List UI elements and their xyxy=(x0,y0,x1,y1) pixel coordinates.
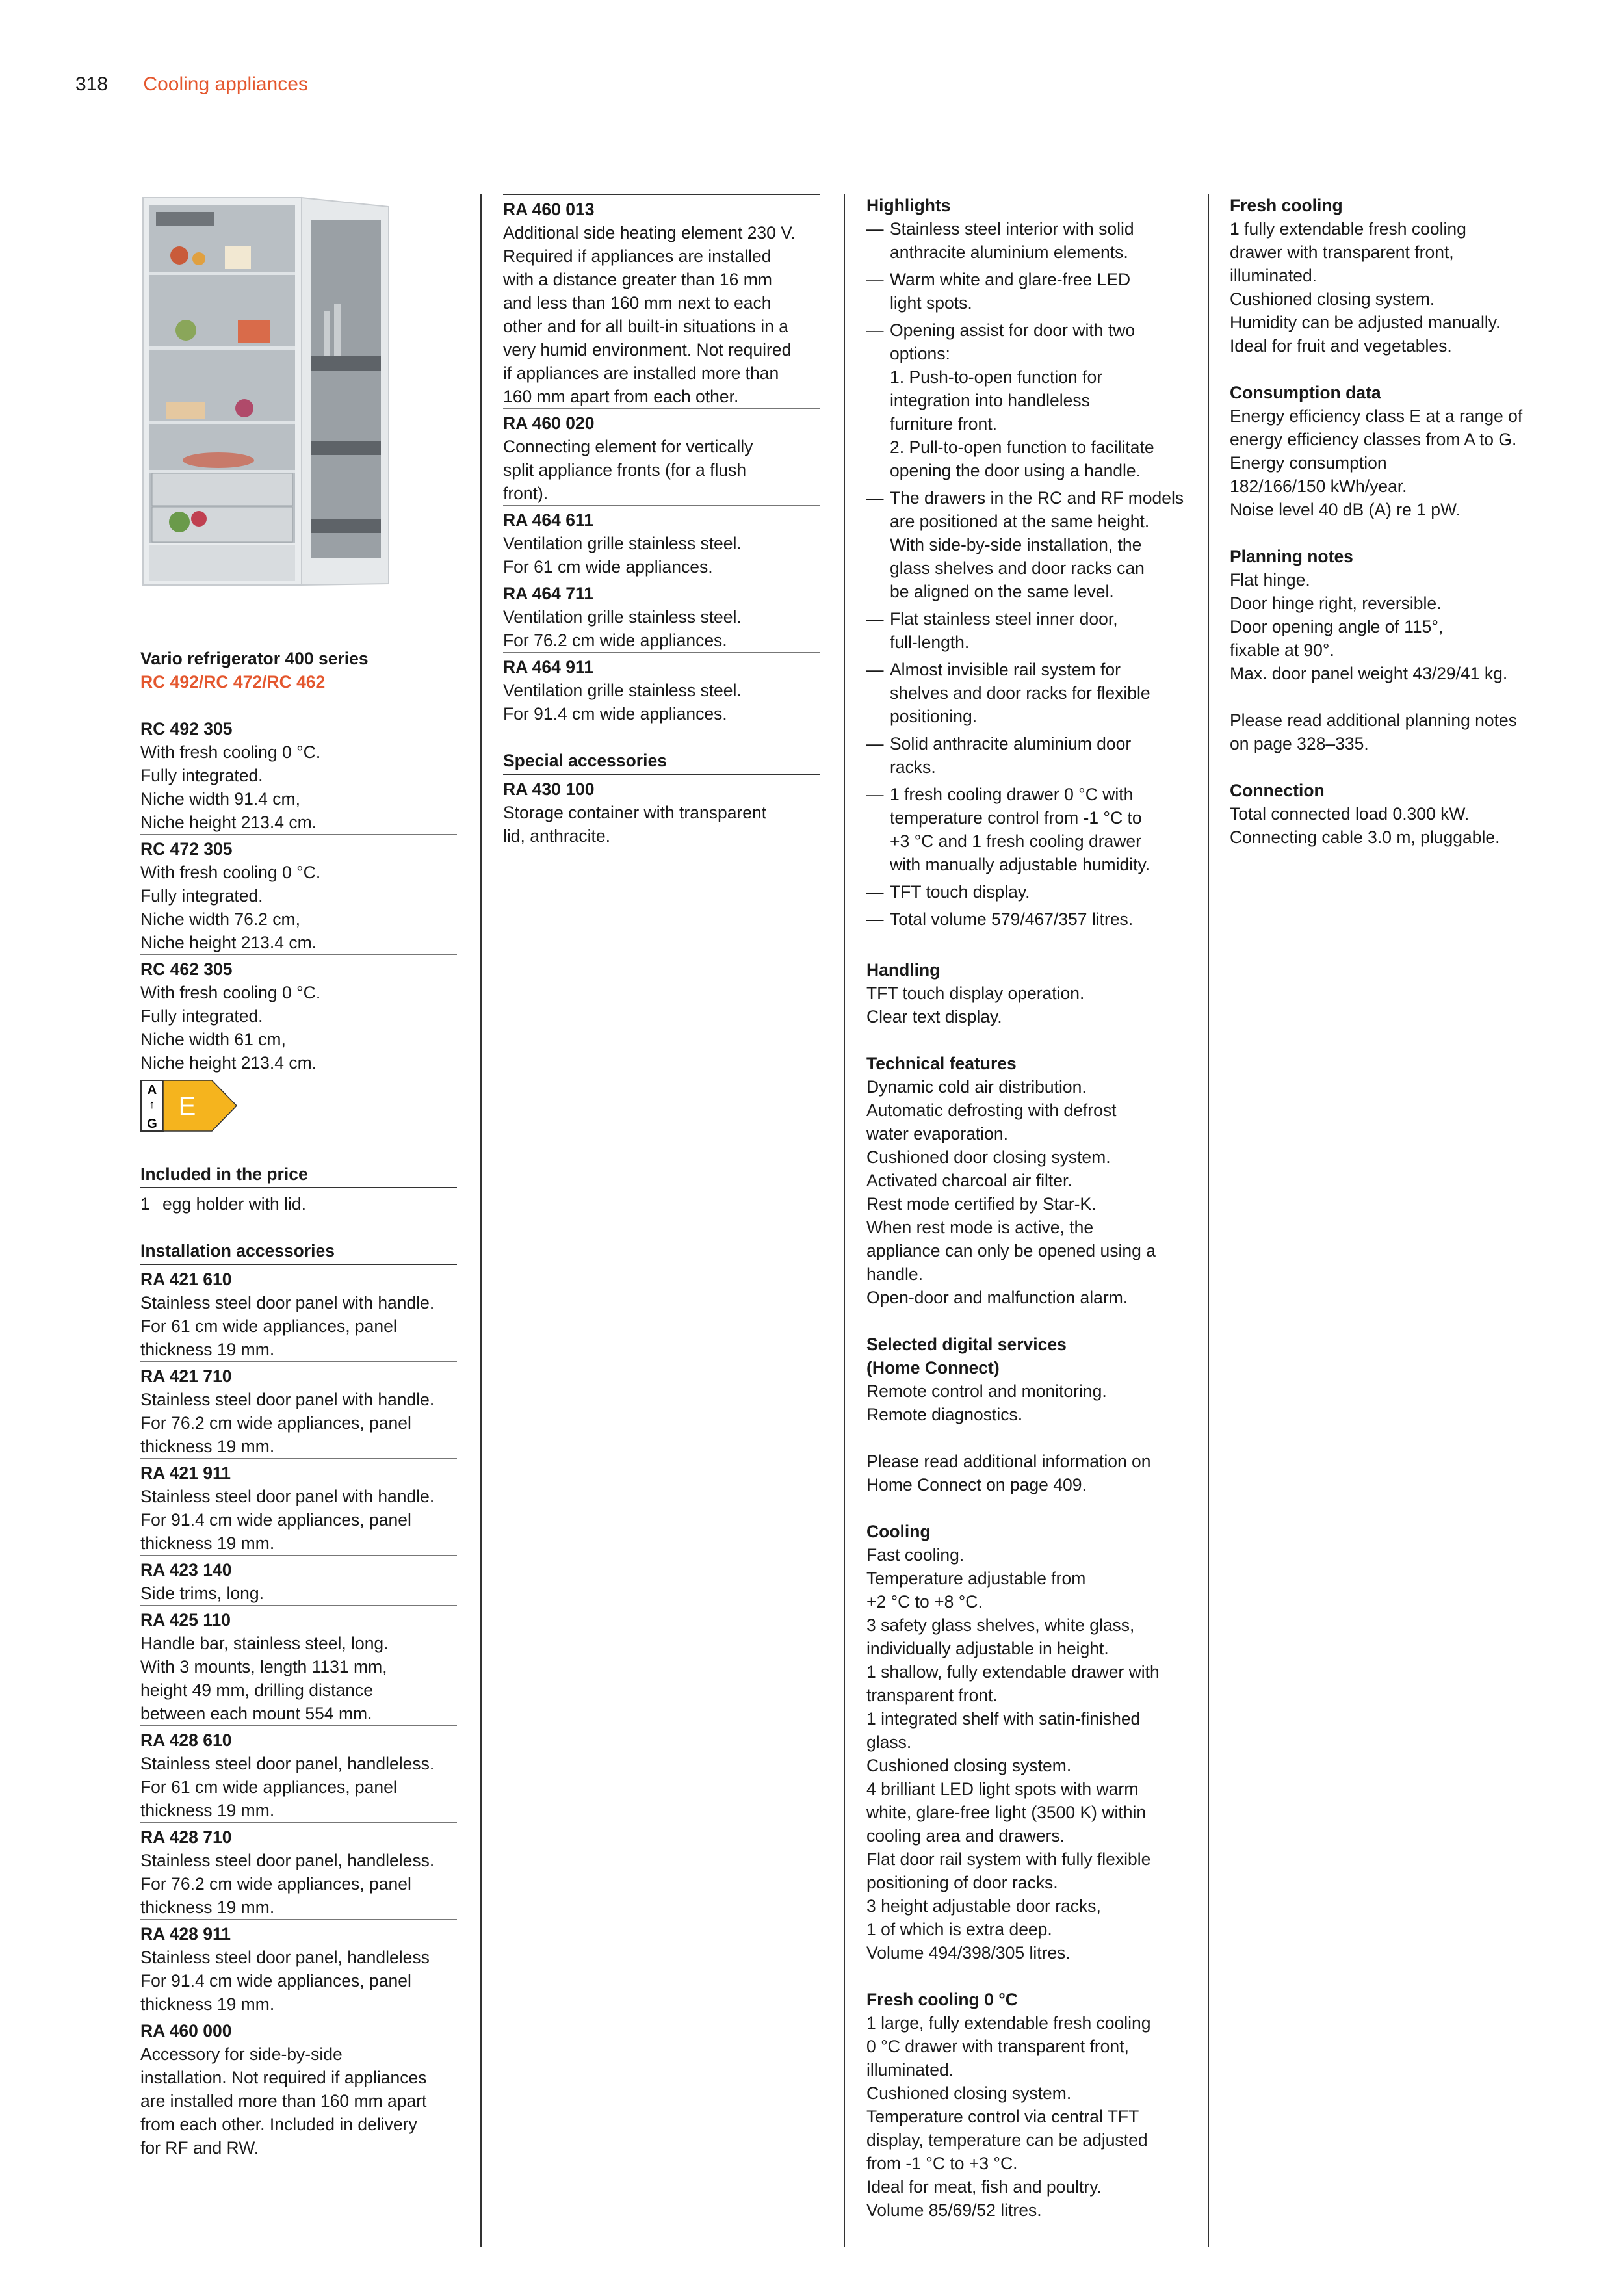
accessory-line: from each other. Included in delivery xyxy=(140,2115,417,2134)
section-line: 1 fully extendable fresh cooling xyxy=(1230,219,1466,239)
accessory-block xyxy=(140,1265,457,1361)
section-line: Total connected load 0.300 kW. xyxy=(1230,804,1470,824)
section-line: Temperature control via central TFT xyxy=(866,2107,1139,2126)
highlight-item xyxy=(866,783,1185,876)
accessory-line: 160 mm apart from each other. xyxy=(503,387,739,406)
section-heading: Planning notes xyxy=(1230,547,1353,566)
section-line: Energy efficiency class E at a range of xyxy=(1230,406,1523,426)
section-line: Door hinge right, reversible. xyxy=(1230,594,1442,613)
variant-block xyxy=(140,835,457,954)
variant-line: Niche height 213.4 cm. xyxy=(140,933,317,952)
accessory-line: thickness 19 mm. xyxy=(140,1437,275,1456)
section-line: Cushioned closing system. xyxy=(866,2083,1072,2103)
feature-sections xyxy=(866,935,1185,2222)
highlight-line: positioning. xyxy=(890,707,978,726)
info-section xyxy=(866,1052,1185,1309)
section-line: 3 safety glass shelves, white glass, xyxy=(866,1615,1135,1635)
special-accessories-heading: Special accessories xyxy=(503,749,820,775)
column-product xyxy=(140,194,457,2159)
section-line: illuminated. xyxy=(866,2060,954,2080)
section-heading: Handling xyxy=(866,960,941,980)
column-features xyxy=(866,194,1185,2222)
section-line: white, glare-free light (3500 K) within xyxy=(866,1803,1147,1822)
variant-line: With fresh cooling 0 °C. xyxy=(140,863,321,882)
dash-bullet: — xyxy=(866,320,884,340)
accessory-line: Connecting element for vertically xyxy=(503,437,753,456)
section-line: Flat door rail system with fully flexible xyxy=(866,1849,1151,1869)
section-line: drawer with transparent front, xyxy=(1230,242,1454,262)
section-heading: Fresh cooling 0 °C xyxy=(866,1990,1018,2009)
section-line: appliance can only be opened using a xyxy=(866,1241,1156,1260)
highlight-line: Flat stainless steel inner door, xyxy=(890,609,1118,629)
section-line: illuminated. xyxy=(1230,266,1318,285)
accessory-line: For 61 cm wide appliances, panel xyxy=(140,1316,397,1336)
accessory-line: For 91.4 cm wide appliances, panel xyxy=(140,1971,411,1990)
section-line: Connecting cable 3.0 m, pluggable. xyxy=(1230,828,1500,847)
highlights-list xyxy=(866,217,1185,931)
highlight-line: glass shelves and door racks can xyxy=(890,558,1145,578)
accessory-line: for RF and RW. xyxy=(140,2138,259,2158)
accessory-line: other and for all built-in situations in a xyxy=(503,317,788,336)
dash-bullet: — xyxy=(866,270,884,289)
dash-bullet: — xyxy=(866,219,884,239)
included-item xyxy=(140,1188,457,1216)
accessory-line: are installed more than 160 mm apart xyxy=(140,2091,427,2111)
section-line: transparent front. xyxy=(866,1686,998,1705)
accessory-line: For 76.2 cm wide appliances. xyxy=(503,631,727,650)
included-qty: 1 xyxy=(140,1194,150,1214)
highlight-line: 1. Push-to-open function for xyxy=(890,367,1103,387)
variant-line: Niche width 61 cm, xyxy=(140,1030,286,1049)
accessory-code: RA 464 911 xyxy=(503,657,593,677)
section-line: When rest mode is active, the xyxy=(866,1218,1094,1237)
accessory-line: thickness 19 mm. xyxy=(140,1994,275,2014)
accessory-code: RA 423 140 xyxy=(140,1560,232,1580)
section-line: Dynamic cold air distribution. xyxy=(866,1077,1087,1097)
section-line: Flat hinge. xyxy=(1230,570,1310,590)
accessory-line: thickness 19 mm. xyxy=(140,1340,275,1359)
accessory-code: RA 428 710 xyxy=(140,1827,232,1847)
info-section xyxy=(1230,381,1555,521)
section-heading: Fresh cooling xyxy=(1230,196,1343,215)
accessory-line: installation. Not required if appliances xyxy=(140,2068,427,2087)
section-line: Fast cooling. xyxy=(866,1545,965,1565)
column-accessories xyxy=(503,194,820,848)
section-heading: Cooling xyxy=(866,1522,931,1541)
highlight-item xyxy=(866,319,1185,482)
highlight-line: Solid anthracite aluminium door xyxy=(890,734,1132,753)
refrigerator-image xyxy=(140,194,392,594)
energy-label-bottom: G xyxy=(147,1117,157,1131)
accessory-code: RA 464 611 xyxy=(503,510,593,530)
section-line: individually adjustable in height. xyxy=(866,1639,1109,1658)
accessory-line: very humid environment. Not required xyxy=(503,340,792,359)
highlight-line: Stainless steel interior with solid xyxy=(890,219,1134,239)
section-heading: Connection xyxy=(1230,781,1325,800)
accessory-block xyxy=(140,1606,457,1725)
variant-line: Niche width 91.4 cm, xyxy=(140,789,300,809)
accessory-code: RA 464 711 xyxy=(503,584,593,603)
accessory-line: For 61 cm wide appliances, panel xyxy=(140,1777,397,1797)
variant-block xyxy=(140,955,457,1075)
energy-class-arrow xyxy=(163,1080,237,1131)
accessory-line: Side trims, long. xyxy=(140,1584,264,1603)
section-line: 182/166/150 kWh/year. xyxy=(1230,476,1407,496)
variant-block xyxy=(140,717,457,834)
section-line: 1 large, fully extendable fresh cooling xyxy=(866,2013,1151,2033)
variant-line: Fully integrated. xyxy=(140,886,263,906)
dash-bullet: — xyxy=(866,909,884,929)
accessory-line: Required if appliances are installed xyxy=(503,246,772,266)
accessory-block xyxy=(503,506,820,579)
info-section xyxy=(866,958,1185,1028)
accessory-line: thickness 19 mm. xyxy=(140,1801,275,1820)
highlight-line: Almost invisible rail system for xyxy=(890,660,1121,679)
accessory-line: Storage container with transparent xyxy=(503,803,767,822)
accessory-line: Stainless steel door panel with handle. xyxy=(140,1487,435,1506)
highlight-line: anthracite aluminium elements. xyxy=(890,242,1128,262)
section-line: Open-door and malfunction alarm. xyxy=(866,1288,1128,1307)
accessory-block xyxy=(503,775,820,848)
highlight-line: options: xyxy=(890,344,950,363)
section-line: Ideal for fruit and vegetables. xyxy=(1230,336,1452,356)
accessory-code: RA 460 020 xyxy=(503,413,595,433)
section-line: glass. xyxy=(866,1732,912,1752)
accessory-block xyxy=(140,1459,457,1555)
accessory-line: thickness 19 mm. xyxy=(140,1898,275,1917)
section-line: handle. xyxy=(866,1264,923,1284)
highlight-line: Warm white and glare-free LED xyxy=(890,270,1131,289)
included-heading: Included in the price xyxy=(140,1162,457,1188)
highlight-item xyxy=(866,880,1185,904)
section-line: from -1 °C to +3 °C. xyxy=(866,2154,1018,2173)
highlight-line: 1 fresh cooling drawer 0 °C with xyxy=(890,785,1134,804)
accessory-code: RA 425 110 xyxy=(140,1610,231,1630)
highlight-line: temperature control from -1 °C to xyxy=(890,808,1142,828)
accessory-line: With 3 mounts, length 1131 mm, xyxy=(140,1657,387,1676)
variant-line: Fully integrated. xyxy=(140,766,263,785)
highlight-item xyxy=(866,732,1185,779)
section-heading: Selected digital services xyxy=(866,1335,1067,1354)
column-divider xyxy=(1208,194,1209,2247)
accessory-line: height 49 mm, drilling distance xyxy=(140,1680,373,1700)
variant-line: With fresh cooling 0 °C. xyxy=(140,742,321,762)
dash-bullet: — xyxy=(866,488,884,508)
accessory-line: Ventilation grille stainless steel. xyxy=(503,607,742,627)
section-line: display, temperature can be adjusted xyxy=(866,2130,1148,2150)
variant-code: RC 472 305 xyxy=(140,839,233,859)
accessory-block xyxy=(140,1726,457,1822)
section-line: positioning of door racks. xyxy=(866,1873,1058,1892)
section-line: energy efficiency classes from A to G. xyxy=(1230,430,1517,449)
product-models: RC 492/RC 472/RC 462 xyxy=(140,672,326,692)
accessory-line: Ventilation grille stainless steel. xyxy=(503,534,742,553)
accessory-line: Stainless steel door panel with handle. xyxy=(140,1390,435,1409)
info-section xyxy=(1230,194,1555,358)
section-line: 3 height adjustable door racks, xyxy=(866,1896,1101,1916)
energy-label-icon xyxy=(140,1080,238,1133)
section-line: Energy consumption xyxy=(1230,453,1387,473)
section-line: Noise level 40 dB (A) re 1 pW. xyxy=(1230,500,1461,519)
section-heading: Technical features xyxy=(866,1054,1017,1073)
accessory-line: if appliances are installed more than xyxy=(503,363,779,383)
highlight-item xyxy=(866,607,1185,654)
svg-text:↑: ↑ xyxy=(149,1098,155,1111)
spec-sections xyxy=(1230,194,1555,849)
section-line: Remote diagnostics. xyxy=(866,1405,1023,1424)
accessory-line: Additional side heating element 230 V. xyxy=(503,223,796,242)
highlight-line: The drawers in the RC and RF models xyxy=(890,488,1184,508)
accessory-line: between each mount 554 mm. xyxy=(140,1704,372,1723)
info-section xyxy=(866,1988,1185,2222)
section-line: Cushioned closing system. xyxy=(866,1756,1072,1775)
accessory-line: Stainless steel door panel with handle. xyxy=(140,1293,435,1312)
included-text: egg holder with lid. xyxy=(162,1194,306,1214)
highlight-line: +3 °C and 1 fresh cooling drawer xyxy=(890,831,1141,851)
energy-label-top: A xyxy=(147,1083,157,1097)
accessory-code: RA 421 911 xyxy=(140,1463,231,1483)
highlight-line: are positioned at the same height. xyxy=(890,512,1150,531)
highlight-line: with manually adjustable humidity. xyxy=(890,855,1150,874)
section-line: Volume 494/398/305 litres. xyxy=(866,1943,1071,1963)
section-line: cooling area and drawers. xyxy=(866,1826,1065,1846)
highlight-item xyxy=(866,217,1185,264)
product-title: Vario refrigerator 400 series xyxy=(140,649,369,668)
section-line: TFT touch display operation. xyxy=(866,984,1085,1003)
dash-bullet: — xyxy=(866,734,884,753)
accessory-line: For 61 cm wide appliances. xyxy=(503,557,713,577)
dash-bullet: — xyxy=(866,609,884,629)
section-title: Cooling appliances xyxy=(143,73,308,95)
highlight-line: TFT touch display. xyxy=(890,882,1030,902)
accessory-line: Handle bar, stainless steel, long. xyxy=(140,1634,389,1653)
section-line: Please read additional planning notes xyxy=(1230,711,1517,730)
energy-class-letter: E xyxy=(178,1092,196,1121)
highlight-line: Total volume 579/467/357 litres. xyxy=(890,909,1134,929)
variant-line: Niche height 213.4 cm. xyxy=(140,1053,317,1073)
highlight-item xyxy=(866,268,1185,315)
highlight-line: opening the door using a handle. xyxy=(890,461,1141,480)
highlight-line: With side-by-side installation, the xyxy=(890,535,1142,554)
highlight-line: light spots. xyxy=(890,293,972,313)
section-line: fixable at 90°. xyxy=(1230,640,1334,660)
accessory-line: Ventilation grille stainless steel. xyxy=(503,681,742,700)
section-line: Activated charcoal air filter. xyxy=(866,1171,1072,1190)
section-line xyxy=(866,1426,1185,1450)
accessory-code: RA 421 610 xyxy=(140,1270,232,1289)
accessory-line: Accessory for side-by-side xyxy=(140,2044,343,2064)
column-divider xyxy=(480,194,482,2247)
accessory-line: split appliance fronts (for a flush xyxy=(503,460,747,480)
section-line: 1 integrated shelf with satin-finished xyxy=(866,1709,1141,1729)
accessory-code: RA 430 100 xyxy=(503,779,595,799)
section-line: Remote control and monitoring. xyxy=(866,1381,1107,1401)
highlight-line: shelves and door racks for flexible xyxy=(890,683,1150,703)
section-line: water evaporation. xyxy=(866,1124,1009,1143)
variant-code: RC 492 305 xyxy=(140,719,233,738)
section-line: +2 °C to +8 °C. xyxy=(866,1592,983,1611)
variant-line: Fully integrated. xyxy=(140,1006,263,1026)
accessory-block xyxy=(140,2016,457,2159)
accessory-line: and less than 160 mm next to each xyxy=(503,293,772,313)
highlight-line: furniture front. xyxy=(890,414,997,434)
highlights-heading: Highlights xyxy=(866,196,951,215)
accessory-block xyxy=(503,653,820,725)
accessory-line: with a distance greater than 16 mm xyxy=(503,270,772,289)
accessory-line: front). xyxy=(503,484,549,503)
accessory-line: For 91.4 cm wide appliances, panel xyxy=(140,1510,411,1530)
section-line: 1 shallow, fully extendable drawer with xyxy=(866,1662,1160,1682)
section-line: Ideal for meat, fish and poultry. xyxy=(866,2177,1102,2197)
dash-bullet: — xyxy=(866,660,884,679)
section-line: Automatic defrosting with defrost xyxy=(866,1101,1117,1120)
highlight-item xyxy=(866,658,1185,728)
section-line: Volume 85/69/52 litres. xyxy=(866,2200,1042,2220)
page-number: 318 xyxy=(75,73,109,95)
section-line: Max. door panel weight 43/29/41 kg. xyxy=(1230,664,1508,683)
accessory-line: For 76.2 cm wide appliances, panel xyxy=(140,1874,411,1894)
accessory-block xyxy=(503,579,820,652)
info-section xyxy=(866,1333,1185,1496)
highlight-line: racks. xyxy=(890,757,936,777)
column-divider xyxy=(844,194,845,2247)
accessory-line: For 91.4 cm wide appliances. xyxy=(503,704,727,724)
highlight-line: integration into handleless xyxy=(890,391,1090,410)
section-heading: Consumption data xyxy=(1230,383,1381,402)
section-line: Cushioned closing system. xyxy=(1230,289,1435,309)
variant-line: With fresh cooling 0 °C. xyxy=(140,983,321,1002)
highlight-line: Opening assist for door with two xyxy=(890,320,1136,340)
section-line: Please read additional information on xyxy=(866,1452,1151,1471)
section-line: Clear text display. xyxy=(866,1007,1002,1026)
variant-code: RC 462 305 xyxy=(140,959,233,979)
section-line: Door opening angle of 115°, xyxy=(1230,617,1444,636)
accessory-block xyxy=(140,1823,457,1919)
variant-line: Niche width 76.2 cm, xyxy=(140,909,300,929)
accessory-block xyxy=(503,409,820,505)
section-line: Temperature adjustable from xyxy=(866,1569,1086,1588)
variant-line: Niche height 213.4 cm. xyxy=(140,813,317,832)
accessory-block xyxy=(503,195,820,408)
dash-bullet: — xyxy=(866,785,884,804)
info-section xyxy=(1230,779,1555,849)
section-line: 0 °C drawer with transparent front, xyxy=(866,2037,1129,2056)
section-line xyxy=(1230,685,1555,709)
accessory-line: For 76.2 cm wide appliances, panel xyxy=(140,1413,411,1433)
accessory-block xyxy=(140,1362,457,1458)
section-line: Home Connect on page 409. xyxy=(866,1475,1087,1494)
section-line: Cushioned door closing system. xyxy=(866,1147,1111,1167)
accessory-line: Stainless steel door panel, handleless. xyxy=(140,1851,435,1870)
info-section xyxy=(866,1520,1185,1964)
section-line: Rest mode certified by Star-K. xyxy=(866,1194,1097,1214)
accessory-block xyxy=(140,1920,457,2016)
accessory-code: RA 428 911 xyxy=(140,1924,231,1944)
highlight-line: full-length. xyxy=(890,633,970,652)
section-line: 4 brilliant LED light spots with warm xyxy=(866,1779,1139,1799)
accessory-code: RA 460 000 xyxy=(140,2021,232,2041)
accessory-line: Stainless steel door panel, handleless. xyxy=(140,1754,435,1773)
dash-bullet: — xyxy=(866,882,884,902)
accessory-code: RA 421 710 xyxy=(140,1366,232,1386)
highlight-item xyxy=(866,486,1185,603)
section-line: Humidity can be adjusted manually. xyxy=(1230,313,1501,332)
accessory-code: RA 428 610 xyxy=(140,1730,232,1750)
installation-heading: Installation accessories xyxy=(140,1239,457,1265)
section-heading: (Home Connect) xyxy=(866,1358,1000,1377)
accessory-block xyxy=(140,1556,457,1605)
accessory-code: RA 460 013 xyxy=(503,200,595,219)
column-specs xyxy=(1230,194,1555,849)
accessory-line: thickness 19 mm. xyxy=(140,1533,275,1553)
highlight-line: 2. Pull-to-open function to facilitate xyxy=(890,437,1154,457)
page-header xyxy=(75,73,308,96)
accessory-line: Stainless steel door panel, handleless xyxy=(140,1948,430,1967)
section-line: 1 of which is extra deep. xyxy=(866,1920,1052,1939)
accessory-line: lid, anthracite. xyxy=(503,826,610,846)
info-section xyxy=(1230,545,1555,755)
highlight-line: be aligned on the same level. xyxy=(890,582,1114,601)
section-line: on page 328–335. xyxy=(1230,734,1369,753)
highlight-item xyxy=(866,907,1185,931)
